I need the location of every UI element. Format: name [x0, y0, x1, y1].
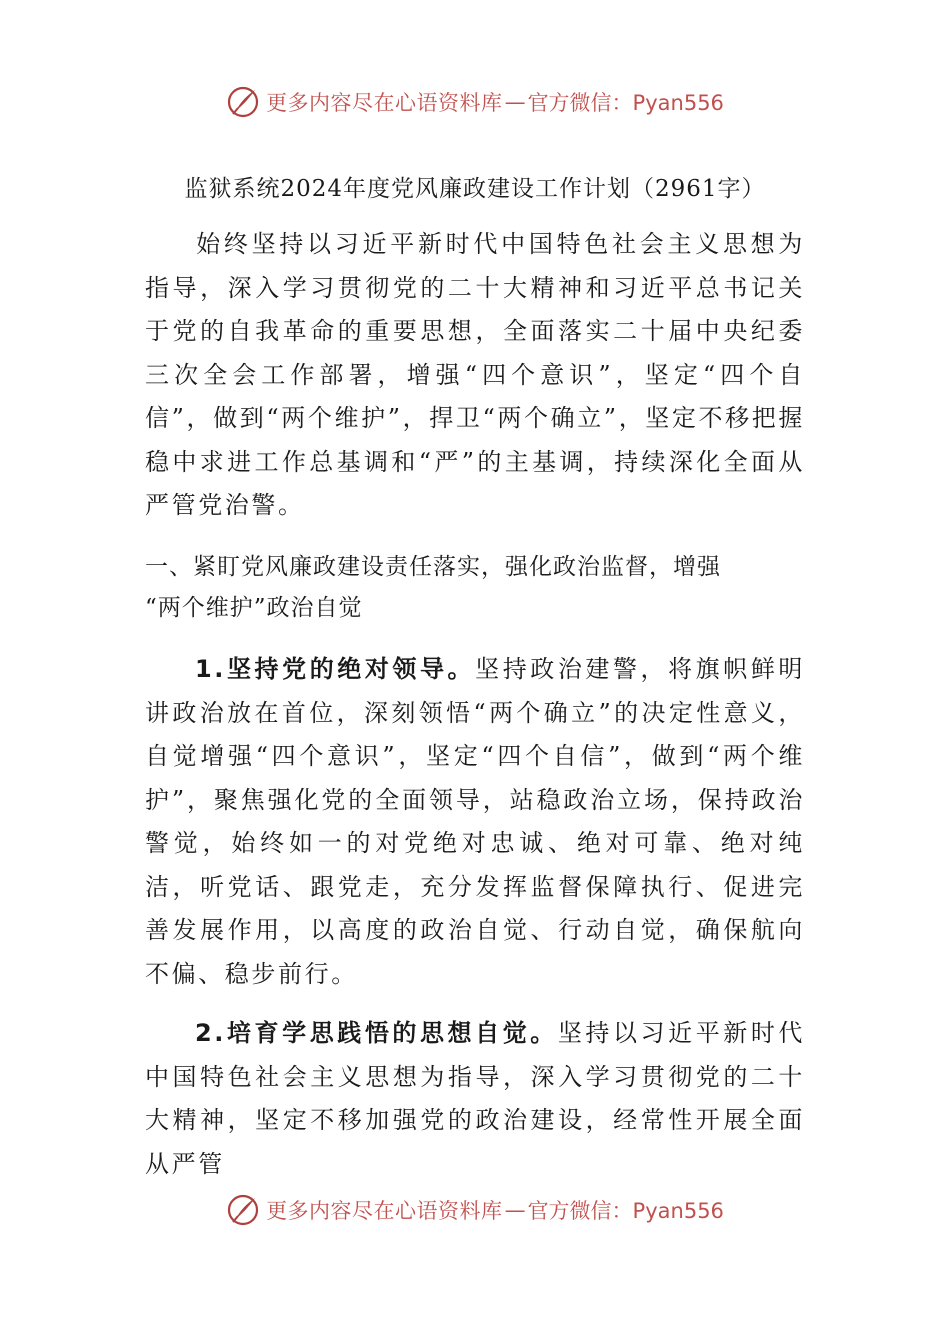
- document-title: 监狱系统2024年度党风廉政建设工作计划（2961字）: [184, 176, 766, 202]
- item-2-paragraph: [145, 1012, 805, 1186]
- watermark-wechat: 官方微信：Pyan556: [527, 1199, 724, 1223]
- watermark-banner-top: [0, 82, 950, 122]
- watermark-text: 更多内容尽在心语资料库: [266, 91, 503, 115]
- item-1-body: 坚持政治建警，将旗帜鲜明讲政治放在首位，深刻领悟“两个确立”的决定性意义，自觉增强“四个意识”，坚定“四个自信”，做到“两个维护”，聚焦强化党的全面领导，站稳政治立场，保持政治警觉，始终如一的对党绝对忠诚、绝对可靠、绝对纯洁，听党话、跟党走，充分发挥监督保障执行、促进完善发展作用，以高度的政治自觉、行动自觉，确保航向不偏、稳步前行。: [145, 655, 805, 988]
- watermark-separator: —: [504, 90, 526, 114]
- watermark-wechat: 官方微信：Pyan556: [527, 91, 724, 115]
- item-1-title: 1.坚持党的绝对领导。: [195, 655, 476, 683]
- feather-logo-icon: [226, 85, 260, 119]
- section-1-heading-line-2: “两个维护”政治自觉: [145, 595, 363, 621]
- intro-text: 始终坚持以习近平新时代中国特色社会主义思想为指导，深入学习贯彻党的二十大精神和习近平总书记关于党的自我革命的重要思想，全面落实二十届中央纪委三次全会工作部署，增强“四个意识”，坚定“四个自信”，做到“两个维护”，捍卫“两个确立”，坚定不移把握稳中求进工作总基调和“严”的主基调，持续深化全面从严管党治警。: [145, 230, 805, 519]
- section-1-heading: [145, 547, 805, 629]
- intro-paragraph: [145, 223, 805, 528]
- section-1-heading-line-1: 一、紧盯党风廉政建设责任落实，强化政治监督，增强: [145, 554, 721, 580]
- item-1-paragraph: [145, 648, 805, 996]
- watermark-banner-bottom: [0, 1190, 950, 1230]
- watermark-separator: —: [504, 1198, 526, 1222]
- item-2-body: 坚持以习近平新时代中国特色社会主义思想为指导，深入学习贯彻党的二十大精神，坚定不移加强党的政治建设，经常性开展全面从严管: [145, 1019, 806, 1178]
- watermark-text: 更多内容尽在心语资料库: [266, 1199, 503, 1223]
- item-2-title: 2.培育学思践悟的思想自觉。: [195, 1019, 558, 1047]
- feather-logo-icon: [226, 1193, 260, 1227]
